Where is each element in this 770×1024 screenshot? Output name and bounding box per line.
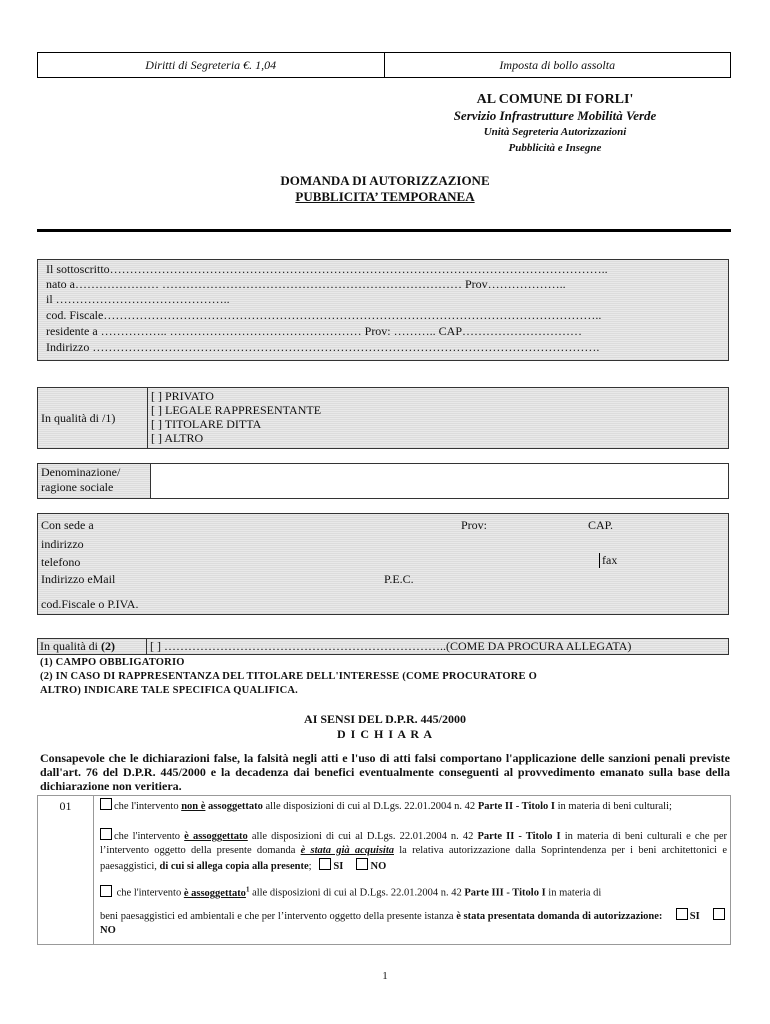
option-legale-rappresentante[interactable]: [ ] LEGALE RAPPRESENTANTE <box>151 403 322 417</box>
no-label-1: NO <box>370 861 387 872</box>
declaration-table <box>37 795 731 945</box>
declaration-item-3-cont <box>100 908 727 938</box>
representative-label <box>38 639 147 654</box>
p3-text-g: è stata presentata domanda di autorizzazione: <box>456 911 663 922</box>
note-2a: (2) IN CASO DI RAPPRESENTANZA DEL TITOLARE DELL'INTERESSE (COME PROCURATORE O <box>40 671 537 682</box>
segreteria-fee: Diritti di Segreteria €. 1,04 <box>145 57 277 72</box>
label-fax: fax <box>599 553 617 568</box>
declaration-number: 01 <box>38 796 94 944</box>
field-codice-fiscale[interactable]: cod. Fiscale…………………………………………………………………………………………………………….. <box>46 308 602 322</box>
p1-text-e: Parte II - Titolo I <box>477 801 556 812</box>
address-line-1: AL COMUNE DI FORLI' <box>476 92 634 107</box>
divider <box>37 229 731 232</box>
label-cap: CAP. <box>588 518 614 532</box>
p1-text-f: in materia di beni culturali; <box>555 801 672 812</box>
form-subtitle: PUBBLICITA’ TEMPORANEA <box>295 189 475 204</box>
checkbox-assoggettato-parte-iii[interactable] <box>100 885 112 897</box>
p3-footnote-ref: 1 <box>245 885 250 893</box>
representative-label-text: In qualità di <box>40 639 101 653</box>
p2-text-f: è stata già acquisita <box>300 845 394 856</box>
field-sottoscritto[interactable]: Il sottoscritto…………………………………………………………………………………………………………….. <box>46 262 608 276</box>
label-con-sede: Con sede a <box>41 518 94 532</box>
label-prov: Prov: <box>461 518 488 532</box>
declaration-item-2 <box>100 828 727 874</box>
header-box <box>37 52 731 78</box>
p1-text-c: assoggettato <box>205 801 263 812</box>
si-label-2: SI <box>689 911 700 922</box>
role-label: In qualità di /1) <box>38 388 148 448</box>
company-name-label-2: ragione sociale <box>41 480 114 494</box>
checkbox-non-assoggettato[interactable] <box>100 798 112 810</box>
dichiara-heading: D I C H I A R A <box>336 727 434 741</box>
role-options <box>148 388 321 448</box>
representative-field[interactable]: [ ] ……………………………………………………………..(COME DA PROCURA ALLEGATA) <box>150 639 632 653</box>
form-title: DOMANDA DI AUTORIZZAZIONE <box>280 173 490 188</box>
label-cf-piva: cod.Fiscale o P.IVA. <box>41 597 139 611</box>
option-altro[interactable]: [ ] ALTRO <box>151 431 204 445</box>
note-2b: ALTRO) INDICARE TALE SPECIFICA QUALIFICA. <box>40 685 299 696</box>
label-indirizzo: indirizzo <box>41 537 84 551</box>
p3-text-c: alle disposizioni di cui al D.Lgs. 22.01.2004 n. 42 <box>249 887 465 899</box>
consapevole-paragraph: Consapevole che le dichiarazioni false, la falsità negli atti e l'uso di atti falsi comportano l'applicazione delle sanzioni penali previste dall'art. 76 del D.P.R. 445/2000 e la decadenza dai benefici eventualmente conseguenti al provvedimento emanato sulla base della dichiarazione non veritiera. <box>40 751 730 793</box>
page-number: 1 <box>382 970 388 982</box>
note-1: (1) CAMPO OBBLIGATORIO <box>40 657 185 668</box>
p3-text-d: Parte III - Titolo I <box>464 887 546 899</box>
company-name-box <box>37 463 729 499</box>
checkbox-assoggettato-parte-ii[interactable] <box>100 828 112 840</box>
checkbox-si-1[interactable] <box>319 858 331 870</box>
role-box <box>37 387 729 449</box>
field-nato-a[interactable]: nato a………………… ………………………………………………………………… Prov……………….. <box>46 277 566 291</box>
dpr-heading: AI SENSI DEL D.P.R. 445/2000 <box>304 712 466 726</box>
label-telefono: telefono <box>41 555 81 569</box>
applicant-details-box <box>37 259 729 361</box>
p2-text-g: la relativa autorizzazione dalla Soprintendenza per i beni architettonici e paesaggistici, <box>100 845 727 872</box>
p2-text-a: che l'intervento <box>114 831 185 842</box>
p3-text-b: è assoggettato <box>183 887 246 899</box>
p2-text-c: alle disposizioni di cui al D.Lgs. 22.01.2004 n. 42 <box>247 831 478 842</box>
p2-text-h: di cui si allega copia alla presente <box>159 861 309 872</box>
p2-text-e: in materia di beni culturali e che per l’intervento oggetto della presente domanda <box>100 831 728 856</box>
field-residente[interactable]: residente a …………….. ………………………………………… Prov: ……….. CAP………………………… <box>46 324 582 338</box>
checkbox-no-2[interactable] <box>713 908 725 920</box>
p3-text-e: in materia di <box>545 887 602 899</box>
company-name-label <box>38 464 151 498</box>
stamp-duty-note: Imposta di bollo assolta <box>384 53 731 77</box>
checkbox-si-2[interactable] <box>676 908 688 920</box>
p1-text-b: non è <box>181 801 206 812</box>
recipient-address <box>420 92 690 156</box>
si-label-1: SI <box>333 861 344 872</box>
company-name-field[interactable] <box>151 464 728 498</box>
company-seat-box <box>37 513 729 615</box>
declaration-item-3 <box>100 882 727 901</box>
address-line-4: Pubblicità e Insegne <box>508 142 602 154</box>
label-email: Indirizzo eMail <box>41 572 116 586</box>
no-label-2: NO <box>100 925 116 936</box>
label-pec: P.E.C. <box>384 572 414 586</box>
p1-text-d: alle disposizioni di cui al D.Lgs. 22.01.2004 n. 42 <box>262 801 478 812</box>
representative-box <box>37 638 729 655</box>
p1-text-a: che l'intervento <box>114 801 182 812</box>
address-line-3: Unità Segreteria Autorizzazioni <box>483 126 627 138</box>
p3-text-a: che l'intervento <box>114 887 184 899</box>
company-name-label-1: Denominazione/ <box>41 465 121 479</box>
p2-text-i: ; <box>308 861 312 872</box>
p3-text-f: beni paesaggistici ed ambientali e che per l’intervento oggetto della presente istanza <box>100 911 457 922</box>
option-privato[interactable]: [ ] PRIVATO <box>151 389 214 403</box>
field-data-nascita[interactable]: il …………………………………….. <box>46 292 230 306</box>
representative-label-num: (2) <box>100 639 115 653</box>
option-titolare-ditta[interactable]: [ ] TITOLARE DITTA <box>151 417 262 431</box>
checkbox-no-1[interactable] <box>356 858 368 870</box>
field-indirizzo[interactable]: Indirizzo ………………………………………………………………………………………………………………. <box>46 340 600 354</box>
p2-text-b: è assoggettato <box>184 831 248 842</box>
p2-text-d: Parte II - Titolo I <box>477 831 561 842</box>
address-line-2: Servizio Infrastrutture Mobilità Verde <box>453 108 657 123</box>
declaration-item-1 <box>100 798 727 814</box>
